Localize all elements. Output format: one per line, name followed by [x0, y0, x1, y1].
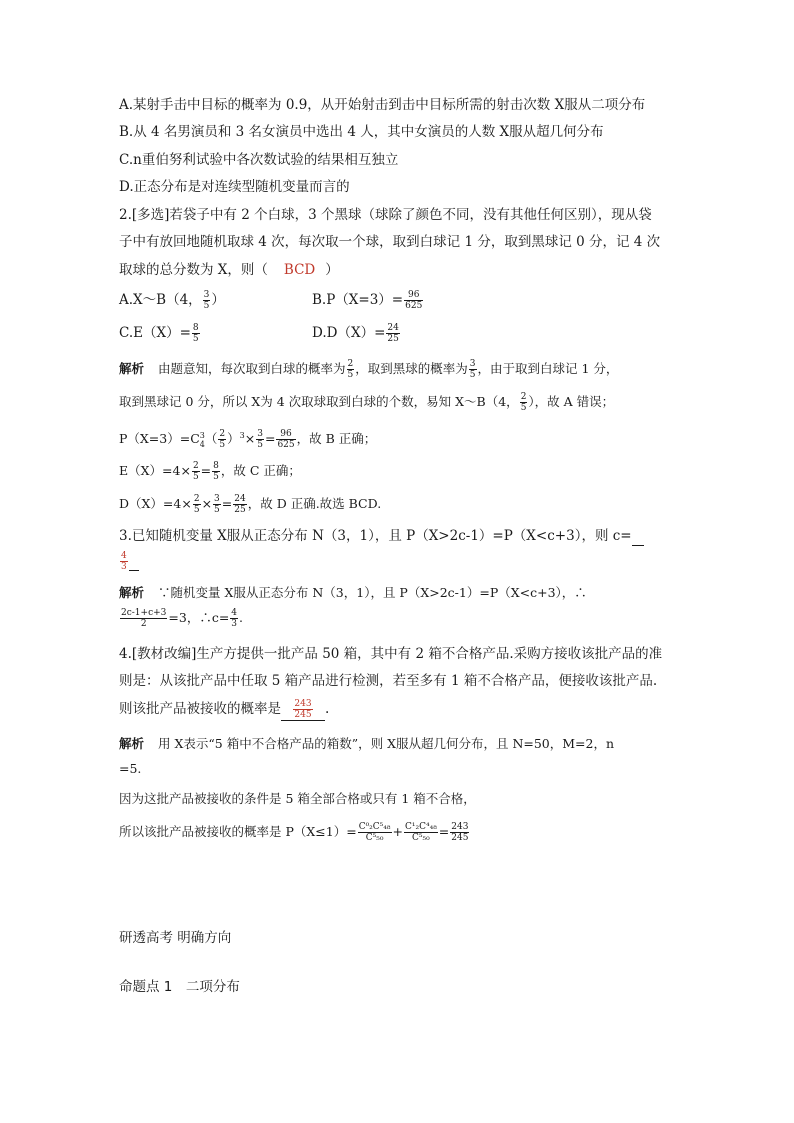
q4-line-1: 4.[教材改编]生产方提供一批产品 50 箱，其中有 2 箱不合格产品.采购方接收该批产品的准 [119, 646, 663, 662]
fraction [192, 461, 200, 482]
q4-solution-line-1 [119, 735, 614, 753]
denominator: 5 [192, 472, 199, 482]
q2-answer: BCD [283, 262, 316, 278]
q2-option-c-text: C.E（X）= [119, 325, 191, 341]
denominator: 5 [520, 403, 527, 413]
fraction [193, 494, 201, 515]
denominator: 5 [347, 370, 354, 380]
option-b-text: B.从 4 名男演员和 3 名女演员中选出 4 人，其中女演员的人数 X服从超几何分布 [119, 124, 604, 140]
section-title: 研透高考 明确方向 [119, 930, 232, 946]
q4-stem-end: 则该批产品被接收的概率是 [119, 701, 281, 717]
combination-sub: 4 [199, 439, 205, 449]
solution-text: ，故 B 正确； [296, 431, 377, 447]
option-c-text: C.n重伯努利试验中各次数试验的结果相互独立 [119, 152, 399, 168]
q2-options-row-2 [119, 323, 399, 344]
numerator: 96 [404, 290, 423, 301]
q2-solution-line-2 [119, 392, 614, 413]
fraction [347, 359, 355, 380]
numerator: 2 [520, 392, 527, 402]
fraction [213, 494, 221, 515]
solution-text: = [221, 496, 233, 511]
numerator: 8 [213, 461, 219, 471]
q4-answer-fraction [293, 699, 312, 720]
q2-option-a-text: A.X～B（4， [119, 292, 202, 308]
q2-stem-end: 取球的总分数为 X，则（ [119, 262, 268, 278]
q4-line-3 [119, 699, 329, 721]
denominator: 5 [214, 505, 220, 515]
fraction [276, 429, 295, 450]
denominator: 5 [203, 301, 210, 311]
denominator: 5 [219, 440, 226, 451]
solution-text: E（X）=4× [119, 463, 191, 478]
solution-text: = [200, 463, 212, 478]
solution-label: 解析 [119, 361, 145, 376]
numerator: 4 [231, 608, 238, 618]
solution-text: ，故 D 正确.故选 BCD. [247, 496, 382, 511]
fraction [212, 461, 220, 482]
numerator: 8 [192, 323, 199, 333]
numerator: 2 [192, 461, 199, 471]
solution-label: 解析 [119, 736, 145, 751]
denominator: 3 [121, 562, 127, 572]
q2-option-c [119, 323, 201, 344]
solution-text: P（X=3）=C [119, 431, 200, 447]
fraction [404, 290, 423, 311]
q4-solution-line-3: 因为这批产品被接收的条件是 5 箱全部合格或只有 1 箱不合格， [119, 791, 476, 806]
denominator: 625 [277, 440, 295, 451]
fraction [358, 822, 392, 843]
q2-paren-close: ） [325, 262, 339, 278]
denominator: 5 [257, 440, 263, 451]
denominator: 25 [387, 334, 399, 344]
numerator: 243 [294, 699, 312, 709]
numerator: 24 [234, 494, 246, 504]
numerator: 96 [276, 429, 295, 440]
fraction [120, 608, 167, 629]
q3-stem: 3.已知随机变量 X服从正态分布 N（3，1），且 P（X>2c-1）=P（X<c+3），则 c= [119, 528, 632, 544]
solution-text: × [201, 496, 213, 511]
option-d-text: D.正态分布是对连续型随机变量而言的 [119, 179, 350, 195]
numerator: 24 [387, 323, 399, 333]
denominator: 25 [234, 505, 246, 515]
q2-line-1: 2.[多选]若袋子中有 2 个白球，3 个黑球（球除了颜色不同，没有其他任何区别），现从袋 [119, 207, 652, 223]
solution-text: ∵随机变量 X服从正态分布 N（3，1），且 P（X>2c-1）=P（X<c+3），∴ [158, 585, 587, 600]
fraction [469, 359, 477, 380]
fraction [520, 392, 528, 413]
q2-option-b [312, 290, 424, 311]
numerator: 243 [451, 822, 469, 832]
solution-text: ），故 A 错误； [528, 394, 615, 409]
q2-solution-line-5 [119, 494, 381, 515]
q2-solution-line-4 [119, 461, 301, 482]
q2-solution-line-1 [119, 359, 618, 380]
option-a-text: A.某射手击中目标的概率为 0.9，从开始射击到击中目标所需的射击次数 X服从二项分布 [119, 97, 646, 113]
answer-blank [281, 699, 325, 721]
q2-option-d [312, 323, 401, 344]
fraction [404, 822, 438, 843]
q4-period: . [325, 701, 330, 717]
fraction [386, 323, 399, 344]
solution-text: ，故 C 正确； [220, 463, 301, 478]
fraction [450, 822, 469, 843]
denominator: C⁵₅₀ [412, 833, 430, 843]
q2-line-2: 子中有放回地随机取球 4 次，每次取一个球，取到白球记 1 分，取到黑球记 0 分，记 4 次 [119, 234, 661, 250]
fraction [233, 494, 246, 515]
solution-text: 取到黑球记 0 分，所以 X为 4 次取球取到白球的个数，易知 X～B（4， [119, 394, 519, 409]
q3-solution-line-1 [119, 584, 587, 602]
solution-text: . [239, 610, 244, 625]
numerator: 2c-1+c+3 [121, 608, 167, 618]
q2-solution-line-3 [119, 427, 376, 450]
denominator: 5 [193, 505, 200, 515]
denominator: 2 [140, 619, 147, 629]
denominator: 5 [469, 370, 476, 380]
q4-solution-line-2: =5. [119, 761, 142, 776]
numerator: 3 [469, 359, 476, 369]
solution-text: 由题意知，每次取到白球的概率为 [158, 361, 346, 376]
numerator: C¹₂C⁴₄₈ [404, 822, 437, 832]
solution-text: （ [204, 431, 218, 447]
numerator: 2 [219, 429, 226, 440]
denominator: 245 [451, 833, 469, 843]
fraction [230, 608, 238, 629]
fraction [203, 290, 211, 311]
denominator: 625 [405, 301, 423, 311]
solution-text: = [438, 824, 450, 839]
solution-text: ，取到黑球的概率为 [355, 361, 468, 376]
denominator: 5 [213, 472, 219, 482]
combination-sup: 3 [199, 430, 205, 440]
solution-text: + [392, 824, 403, 839]
q3-line-1 [119, 527, 644, 546]
numerator: 3 [257, 429, 263, 440]
numerator: 3 [203, 290, 210, 300]
numerator: 3 [214, 494, 220, 504]
solution-text: ，由于取到白球记 1 分， [477, 361, 619, 376]
answer-blank [129, 552, 139, 571]
solution-text: 所以该批产品被接收的概率是 P（X≤1）= [119, 824, 357, 839]
numerator: 4 [121, 551, 127, 561]
subsection-title: 命题点 1 二项分布 [119, 979, 240, 995]
q2-option-b-text: B.P（X=3）= [312, 292, 404, 308]
denominator: 5 [192, 334, 199, 344]
denominator: C⁵₅₀ [365, 833, 384, 843]
exponent: 3 [239, 431, 245, 440]
q4-line-2: 则是：从该批产品中任取 5 箱产品进行检测，若至多有 1 箱不合格产品，便接收该批产品. [119, 673, 658, 689]
q2-options-row-1 [119, 290, 423, 311]
q3-answer-line [119, 551, 139, 572]
denominator: 3 [231, 619, 238, 629]
q2-option-d-text: D.D（X）= [312, 325, 386, 341]
q4-solution-line-4 [119, 822, 470, 843]
q3-solution-line-2 [119, 608, 243, 629]
solution-text: D（X）=4× [119, 496, 192, 511]
fraction [192, 323, 200, 344]
solution-text: 用 X表示“5 箱中不合格产品的箱数”，则 X服从超几何分布，且 N=50，M=2，n [158, 736, 615, 751]
solution-text: × [244, 431, 256, 447]
q2-line-3 [119, 261, 339, 279]
solution-label: 解析 [119, 585, 145, 600]
denominator: 245 [294, 710, 312, 720]
q2-option-a [119, 290, 225, 311]
answer-blank [632, 527, 644, 546]
solution-text: = [264, 431, 276, 447]
numerator: 2 [193, 494, 200, 504]
numerator: 2 [347, 359, 354, 369]
fraction [218, 429, 226, 450]
numerator: C⁰₂C⁵₄₈ [358, 822, 391, 832]
solution-text: =3，∴c= [168, 610, 230, 625]
q3-answer-fraction [120, 551, 128, 572]
q2-option-a-close: ） [211, 292, 225, 308]
solution-text: ） [227, 431, 240, 447]
fraction [256, 429, 264, 450]
